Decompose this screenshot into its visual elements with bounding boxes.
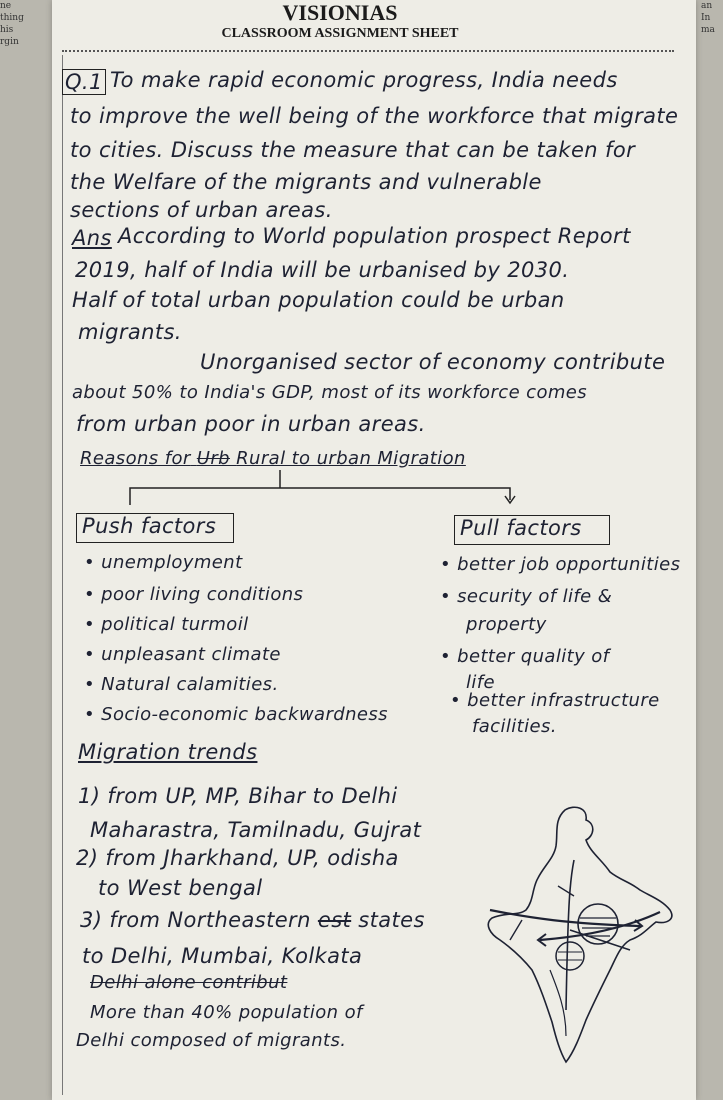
answer-p1-line-1: According to World population prospect Report [118, 224, 631, 248]
trends-heading: Migration trends [78, 740, 258, 764]
pull-factors-title: Pull factors [460, 516, 582, 540]
push-factors-title: Push factors [82, 514, 217, 538]
trend-line-8: Delhi composed of migrants. [76, 1030, 347, 1051]
question-label: Q.1 [62, 70, 106, 94]
answer-label: Ans [72, 226, 112, 250]
question-line-2: to improve the well being of the workforce that migrate [70, 104, 679, 128]
sheet-subtitle: CLASSROOM ASSIGNMENT SHEET [221, 26, 459, 41]
india-map-sketch [470, 800, 710, 1090]
push-item-6: • Socio-economic backwardness [84, 704, 388, 725]
push-item-5: • Natural calamities. [84, 674, 279, 695]
pull-item-4-cont: facilities. [472, 716, 557, 737]
answer-p1-line-2: 2019, half of India will be urbanised by 2030. [75, 258, 570, 282]
reasons-heading: Reasons for Urb Rural to urban Migration [80, 448, 466, 469]
adjacent-page-left-edge: ne thing his rgin [0, 1, 24, 47]
question-line-3: to cities. Discuss the measure that can be taken for [70, 138, 636, 162]
trend-line-7: More than 40% population of [90, 1002, 363, 1023]
pull-item-2: • security of life & [440, 586, 613, 607]
answer-p1-line-3: Half of total urban population could be urban [72, 288, 565, 312]
pull-item-3: • better quality of [440, 646, 610, 667]
trend-line-1: 1) from UP, MP, Bihar to Delhi [78, 784, 398, 808]
trend-line-2: Maharastra, Tamilnadu, Gujrat [90, 818, 422, 842]
answer-p1-line-4: migrants. [78, 320, 182, 344]
pull-item-1: • better job opportunities [440, 554, 681, 575]
question-line-5: sections of urban areas. [70, 198, 333, 222]
push-item-1: • unemployment [84, 552, 243, 573]
trend-line-5: 3) from Northeastern est states [80, 908, 425, 932]
push-item-3: • political turmoil [84, 614, 249, 635]
answer-p2-line-2: about 50% to India's GDP, most of its workforce comes [72, 382, 588, 403]
question-line-4: the Welfare of the migrants and vulnerable [70, 170, 542, 194]
trend-line-3: 2) from Jharkhand, UP, odisha [76, 846, 399, 870]
pull-item-3-cont: life [466, 672, 496, 693]
question-line-1: To make rapid economic progress, India needs [110, 68, 618, 92]
adjacent-page-right-edge: an In ma [701, 1, 715, 35]
answer-p2-line-1: Unorganised sector of economy contribute [200, 350, 666, 374]
pull-item-2-cont: property [466, 614, 547, 635]
sheet-title: VISIONIAS [282, 0, 398, 25]
push-item-2: • poor living conditions [84, 584, 304, 605]
trend-line-struck: Delhi alone contribut [90, 972, 288, 993]
answer-p2-line-3: from urban poor in urban areas. [76, 412, 426, 436]
trend-line-4: to West bengal [98, 876, 263, 900]
pull-item-4: • better infrastructure [450, 690, 660, 711]
push-item-4: • unpleasant climate [84, 644, 281, 665]
trend-line-6: to Delhi, Mumbai, Kolkata [82, 944, 363, 968]
